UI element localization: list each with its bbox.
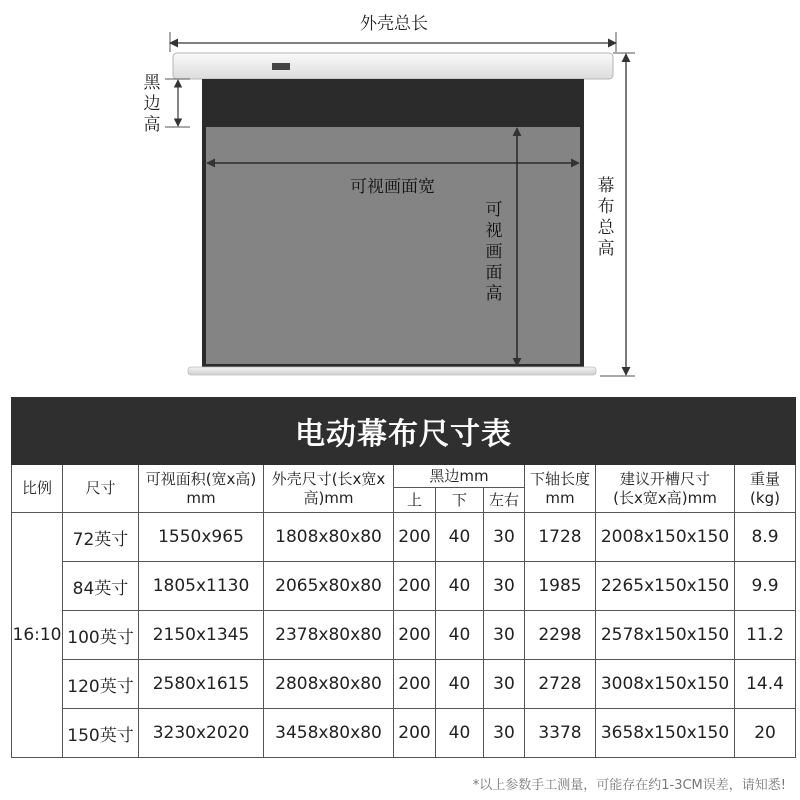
screen-total-height-label bbox=[596, 176, 616, 260]
cell-visible: 2150x1345 bbox=[139, 611, 264, 660]
cell-sides: 30 bbox=[484, 709, 525, 758]
cell-case: 3458x80x80 bbox=[264, 709, 394, 758]
cell-slot: 3008x150x150 bbox=[596, 660, 735, 709]
header-case-size bbox=[264, 465, 394, 513]
cell-top: 200 bbox=[394, 513, 436, 562]
cell-sides: 30 bbox=[484, 660, 525, 709]
outer-length-label: 外壳总长 bbox=[360, 14, 428, 34]
bottom-bar bbox=[188, 367, 596, 375]
cell-top: 200 bbox=[394, 611, 436, 660]
visible-height-label bbox=[484, 200, 504, 305]
table-row bbox=[12, 660, 796, 709]
cell-bottom: 40 bbox=[436, 611, 484, 660]
cell-size: 120英寸 bbox=[63, 660, 139, 709]
cell-visible: 1805x1130 bbox=[139, 562, 264, 611]
header-black-edge: 黑边mm bbox=[394, 465, 525, 488]
cell-slot: 2008x150x150 bbox=[596, 513, 735, 562]
footnote: *以上参数手工测量，可能存在约1-3CM误差，请知悉! bbox=[472, 778, 786, 793]
table-title: 电动幕布尺寸表 bbox=[12, 398, 796, 465]
table-row bbox=[12, 562, 796, 611]
header-slot-size-line: (长x宽x高)mm bbox=[613, 488, 717, 507]
size-spec-table bbox=[11, 397, 796, 758]
cell-sides: 30 bbox=[484, 562, 525, 611]
total-height-char: 布 bbox=[597, 197, 615, 217]
visible-height-char: 画 bbox=[485, 242, 503, 262]
cell-visible: 2580x1615 bbox=[139, 660, 264, 709]
total-height-char: 总 bbox=[597, 218, 615, 238]
table-row bbox=[12, 611, 796, 660]
cell-case: 2065x80x80 bbox=[264, 562, 394, 611]
header-bottom-axis-line: mm bbox=[545, 488, 575, 507]
cell-size: 100英寸 bbox=[63, 611, 139, 660]
cell-axis: 1985 bbox=[525, 562, 596, 611]
cell-size: 150英寸 bbox=[63, 709, 139, 758]
screen-diagram bbox=[0, 0, 800, 395]
header-slot-size-line: 建议开槽尺寸 bbox=[619, 469, 710, 488]
visible-height-char: 视 bbox=[485, 221, 503, 241]
cell-case: 2808x80x80 bbox=[264, 660, 394, 709]
header-visible-area bbox=[139, 465, 264, 513]
table-row bbox=[12, 513, 796, 562]
black-edge bbox=[202, 79, 584, 127]
cell-slot: 3658x150x150 bbox=[596, 709, 735, 758]
right-border bbox=[580, 79, 584, 368]
cell-top: 200 bbox=[394, 660, 436, 709]
cell-bottom: 40 bbox=[436, 709, 484, 758]
header-black-bottom: 下 bbox=[436, 488, 484, 513]
cell-weight: 14.4 bbox=[735, 660, 796, 709]
table-row bbox=[12, 709, 796, 758]
black-edge-height-label bbox=[142, 73, 162, 136]
cell-axis: 2298 bbox=[525, 611, 596, 660]
cell-slot: 2578x150x150 bbox=[596, 611, 735, 660]
header-weight-line: (kg) bbox=[750, 488, 780, 507]
header-visible-area-line: mm bbox=[186, 488, 216, 507]
cell-axis: 3378 bbox=[525, 709, 596, 758]
black-edge-height-char: 高 bbox=[143, 115, 161, 135]
total-height-char: 高 bbox=[597, 239, 615, 259]
cell-axis: 2728 bbox=[525, 660, 596, 709]
ratio-cell: 16:10 bbox=[12, 513, 63, 758]
header-case-size-line: 高)mm bbox=[303, 488, 354, 507]
cell-bottom: 40 bbox=[436, 513, 484, 562]
header-black-top: 上 bbox=[394, 488, 436, 513]
cell-case: 1808x80x80 bbox=[264, 513, 394, 562]
header-bottom-axis bbox=[525, 465, 596, 513]
black-edge-height-char: 边 bbox=[143, 94, 161, 114]
cell-visible: 3230x2020 bbox=[139, 709, 264, 758]
cell-weight: 9.9 bbox=[735, 562, 796, 611]
visible-height-char: 可 bbox=[485, 200, 503, 220]
header-weight-line: 重量 bbox=[750, 469, 781, 488]
header-ratio: 比例 bbox=[12, 465, 63, 513]
cell-weight: 11.2 bbox=[735, 611, 796, 660]
cell-axis: 1728 bbox=[525, 513, 596, 562]
cell-size: 84英寸 bbox=[63, 562, 139, 611]
header-visible-area-line: 可视面积(宽x高) bbox=[145, 469, 257, 488]
header-bottom-axis-line: 下轴长度 bbox=[529, 469, 590, 488]
header-size: 尺寸 bbox=[63, 465, 139, 513]
visible-height-char: 面 bbox=[485, 263, 503, 283]
cell-bottom: 40 bbox=[436, 562, 484, 611]
header-slot-size bbox=[596, 465, 735, 513]
header-case-size-line: 外壳尺寸(长x宽x bbox=[271, 469, 386, 488]
black-edge-height-char: 黑 bbox=[143, 73, 161, 93]
left-border bbox=[202, 79, 206, 368]
cell-case: 2378x80x80 bbox=[264, 611, 394, 660]
screen-illustration bbox=[0, 0, 800, 395]
cell-bottom: 40 bbox=[436, 660, 484, 709]
cell-weight: 8.9 bbox=[735, 513, 796, 562]
header-black-sides: 左右 bbox=[484, 488, 525, 513]
total-height-char: 幕 bbox=[597, 176, 615, 196]
cell-size: 72英寸 bbox=[63, 513, 139, 562]
header-weight bbox=[735, 465, 796, 513]
cell-sides: 30 bbox=[484, 513, 525, 562]
cell-sides: 30 bbox=[484, 611, 525, 660]
cell-top: 200 bbox=[394, 709, 436, 758]
visible-height-char: 高 bbox=[485, 284, 503, 304]
screen-case bbox=[173, 53, 613, 79]
cell-top: 200 bbox=[394, 562, 436, 611]
case-logo-plate bbox=[272, 63, 290, 70]
cell-visible: 1550x965 bbox=[139, 513, 264, 562]
cell-weight: 20 bbox=[735, 709, 796, 758]
cell-slot: 2265x150x150 bbox=[596, 562, 735, 611]
visible-width-label: 可视画面宽 bbox=[350, 177, 435, 197]
